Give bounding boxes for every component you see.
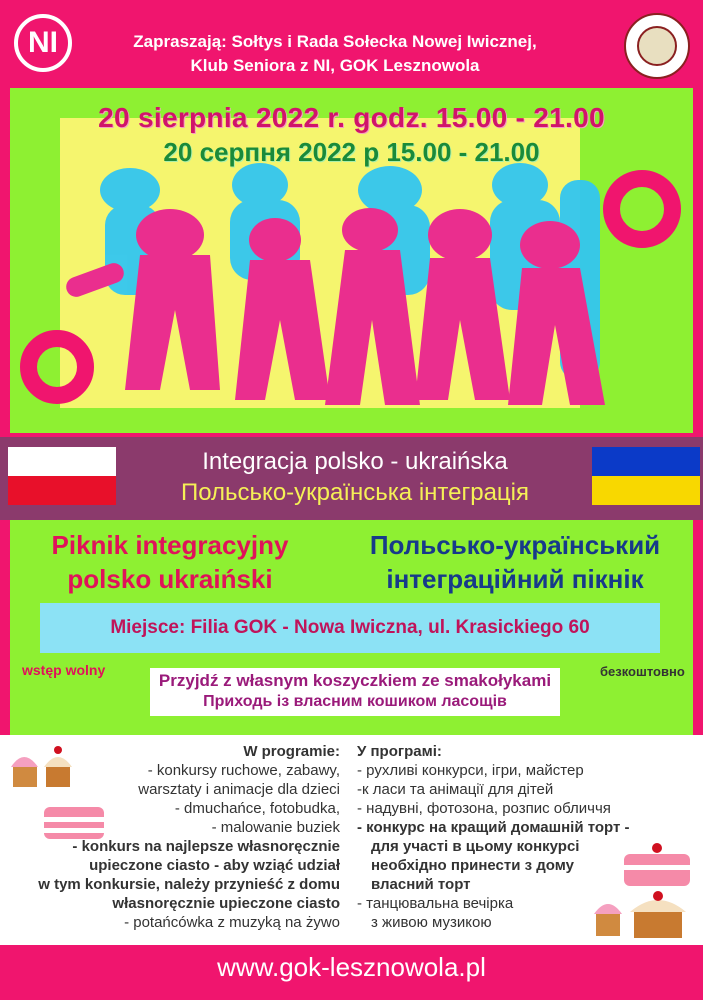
programme-pl-line: - konkursy ruchowe, zabawy, [147, 762, 340, 779]
decorative-ring-right [603, 170, 681, 248]
picnic-title-ukrainian [330, 528, 700, 596]
programme-ua-heading: У програмі: [357, 743, 442, 760]
dancers-illustration [60, 160, 620, 420]
website-link[interactable]: www.gok-lesznowola.pl [217, 952, 486, 982]
programme-pl-line: - potańcówka z muzyką na żywo [124, 914, 340, 931]
programme-ua-line: - конкурс на кращий домашній торт - [357, 819, 630, 836]
picnic-title-polish [20, 528, 320, 596]
programme-pl-line: własnoręcznie upieczone ciasto [112, 895, 340, 912]
programme-ua-line: власний торт [371, 876, 471, 893]
ukrainian-flag-icon [592, 447, 700, 505]
event-date-polish: 20 sierpnia 2022 r. godz. 15.00 - 21.00 [98, 102, 605, 133]
picnic-ua-line-1: Польсько-український [369, 530, 661, 560]
basket-note-ukrainian: Приходь із власним кошиком ласощів [203, 693, 507, 710]
organizers-line-1: Zapraszają: Sołtys i Rada Sołecka Nowej Iwicznej, [133, 32, 537, 51]
programme-ukrainian [357, 742, 697, 932]
programme-ua-line: - танцювальна вечірка [357, 895, 514, 912]
programme-pl-line: w tym konkursie, należy przynieść z domu [38, 876, 340, 893]
picnic-pl-line-1: Piknik integracyjny [51, 530, 289, 560]
basket-note-polish: Przyjdź z własnym koszyczkiem ze smakołykami [158, 671, 552, 690]
picnic-ua-line-2: інтеграційний пікнік [386, 564, 644, 594]
programme-pl-line: upieczone ciasto - aby wziąć udział [89, 857, 340, 874]
integration-title-polish: Integracja polsko - ukraińska [202, 448, 508, 475]
programme-ua-line: - рухливі конкурси, ігри, майстер [357, 762, 584, 779]
programme-pl-line: - konkurs na najlepsze własnoręcznie [72, 838, 340, 855]
free-entry-polish: wstęp wolny [22, 662, 106, 678]
polish-flag-icon [8, 447, 116, 505]
programme-ua-line: - надувні, фотозона, розпис обличчя [357, 800, 611, 817]
programme-pl-line: - malowanie buziek [211, 819, 340, 836]
organizers-line-2: Klub Seniora z NI, GOK Lesznowola [190, 56, 480, 75]
integration-title-ukrainian: Польсько-українська інтеграція [180, 479, 530, 506]
organizers-text [100, 30, 570, 78]
programme-pl-line: - dmuchańce, fotobudka, [174, 800, 340, 817]
programme-polish [20, 742, 340, 932]
programme-ua-line: необхідно принести з дому [371, 857, 574, 874]
programme-pl-heading: W programie: [243, 743, 340, 760]
picnic-pl-line-2: polsko ukraiński [67, 564, 273, 594]
decorative-ring-left [20, 330, 94, 404]
free-entry-ukrainian: безкоштовно [600, 664, 685, 679]
event-place: Miejsce: Filia GOK - Nowa Iwiczna, ul. Krasickiego 60 [110, 617, 590, 638]
event-date-ukrainian: 20 серпня 2022 р 15.00 - 21.00 [163, 137, 540, 167]
programme-ua-line: -к ласи та анімації для дітей [357, 781, 554, 798]
programme-pl-line: warsztaty i animacje dla dzieci [138, 781, 340, 798]
gok-logo-icon [624, 13, 690, 79]
programme-ua-line: для участі в цьому конкурсі [371, 838, 580, 855]
programme-ua-line: з живою музикою [371, 914, 492, 931]
ni-logo-badge: NI [14, 14, 72, 72]
